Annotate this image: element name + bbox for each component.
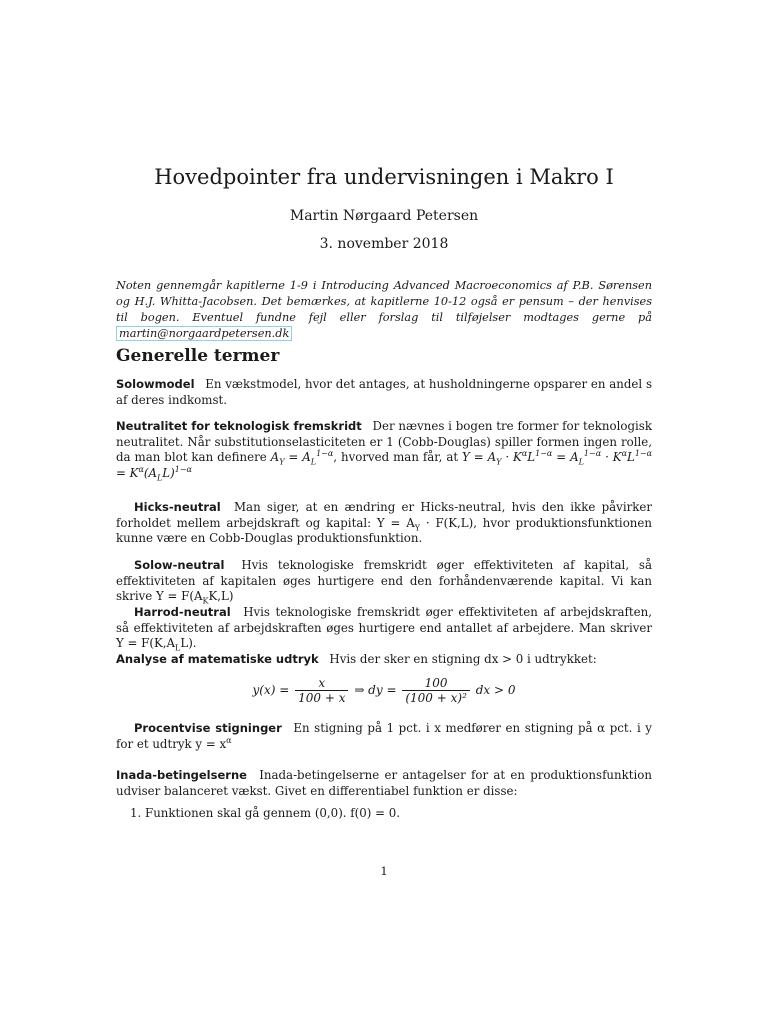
paragraph-procent xyxy=(116,721,652,752)
term-procent: Procentvise stigninger xyxy=(134,721,282,735)
procent-text: En stigning på 1 pct. i x medfører en stigning på α pct. i y for et udtryk y = x xyxy=(116,721,652,751)
math-production: $Y = A_Y \cdot K^\alpha L^{1-\alpha} = A_L^{1-\alpha} \cdot K^\alpha L^{1-\alpha} = K^\alpha(A_LL)^{1-\alpha}$ xyxy=(116,449,653,483)
hicks-text: Man siger, at en ændring er Hicks-neutral, hvis den ikke påvirker forholdet mellem arbejdskraft og kapital: Y = A xyxy=(116,500,653,530)
list-item-number: 1. xyxy=(130,806,142,820)
email-link[interactable]: martin@norgaardpetersen.dk xyxy=(116,326,292,341)
paper-date: 3. november 2018 xyxy=(319,236,449,252)
paragraph-neutralitet xyxy=(116,419,652,481)
paragraph-harrod: Harrod-neutral Hvis teknologiske fremskridt øger effektiviteten af arbejdskraften, så effektiviteten af arbejdskraften øges hurtigere end antallet af arbejdere. Man skriver $Y = F(K,A_LL)$. xyxy=(116,605,652,653)
eq-rhs: dx > 0 xyxy=(475,683,516,697)
hicks-text2: · F(K,L), hvor produktionsfunktionen kunne være en Cobb-Douglas produktionsfunktion. xyxy=(116,515,652,546)
term-solowmodel: Solowmodel xyxy=(116,377,195,391)
paragraph-solowmodel xyxy=(116,377,652,408)
term-inada: Inada-betingelserne xyxy=(116,768,247,782)
abstract-text: Noten gennemgår kapitlerne 1-9 i Introducing Advanced Macroeconomics af P.B. Sørensen og H.J. Whitta-Jacobsen. Det bemærkes, at kapitlerne 10-12 også er pensum – der henvises til bogen. Eventuel fundne fejl eller forslag til tilføjelser modtages gerne på xyxy=(116,279,652,324)
term-neutralitet: Neutralitet for teknologisk fremskridt xyxy=(116,419,362,433)
display-equation xyxy=(116,676,652,705)
solowmodel-text: En vækstmodel, hvor det antages, at husholdningerne opsparer en andel s af deres indkomst. xyxy=(116,377,652,407)
author-name: Martin Nørgaard Petersen xyxy=(289,208,479,224)
paragraph-analyse xyxy=(116,652,652,668)
harrod-text2: L). xyxy=(180,636,197,651)
paragraph-inada xyxy=(116,768,652,799)
procent-exponent: α xyxy=(226,735,232,745)
paragraph-solow-neutral: Solow-neutral Hvis teknologiske fremskridt øger effektiviteten af kapital, så effektiviteten af kapitalen øges hurtigere end den forhåndenværende kapital. Vi kan skrive $Y = F(A_KK,L)$ xyxy=(116,558,652,606)
list-item-text: Funktionen skal gå gennem (0,0). f(0) = 0. xyxy=(145,806,401,820)
math-ay: $A_Y = A_L^{1-\alpha}$ xyxy=(270,449,334,467)
paragraph-hicks: Hicks-neutral Man siger, at en ændring er Hicks-neutral, hvis den ikke påvirker forholdet mellem arbejdskraft og kapital: $Y = A_Y \cdot F(K,L)$, hvor produktionsfunktionen kunne være en Cobb-Douglas produktionsfunktion. xyxy=(116,500,653,546)
inada-text: Inada-betingelserne er antagelser for at en produktionsfunktion udviser balanceret vækst. Givet en differentiabel funktion er disse: xyxy=(116,768,652,798)
term-analyse: Analyse af matematiske udtryk xyxy=(116,652,319,666)
analyse-text: Hvis der sker en stigning dx > 0 i udtrykket: xyxy=(329,652,597,666)
page-number: 1 xyxy=(380,864,388,878)
harrod-text: Hvis teknologiske fremskridt øger effektiviteten af arbejdskraften, så effektiviteten af arbejdskraften øges hurtigere end antallet af arbejdere. Man skriver Y = F(K,A xyxy=(116,605,652,651)
eq-fraction-1: $\frac{x}{100 + x}$ xyxy=(295,676,348,705)
neutralitet-text: Der nævnes i bogen tre former for teknologisk neutralitet. Når substitutionselasticiteten er 1 (Cobb-Douglas) spiller formen ingen rolle, da man blot kan definere xyxy=(116,419,653,465)
solow-neutral-text: Hvis teknologiske fremskridt øger effektiviteten af kapital, så effektiviteten af kapitalen øges hurtigere end den forhåndenværende kapital. Vi kan skrive Y = F(A xyxy=(116,558,652,604)
term-solow-neutral: Solow-neutral xyxy=(134,558,225,572)
paper-title: Hovedpointer fra undervisningen i Makro I xyxy=(154,165,614,189)
term-harrod: Harrod-neutral xyxy=(134,605,231,619)
neutralitet-rest: , hvorved man får, at xyxy=(333,450,459,465)
term-hicks: Hicks-neutral xyxy=(134,500,221,514)
eq-lhs: y(x) = xyxy=(252,683,290,697)
list-item xyxy=(130,806,400,820)
solow-neutral-text2: K,L) xyxy=(208,589,234,604)
eq-mid: ⇒ dy = xyxy=(354,683,397,697)
abstract xyxy=(116,278,652,342)
section-heading: Generelle termer xyxy=(116,346,280,366)
eq-fraction-2: $\frac{100}{\text{(100 + x)²}}$ xyxy=(402,676,470,705)
